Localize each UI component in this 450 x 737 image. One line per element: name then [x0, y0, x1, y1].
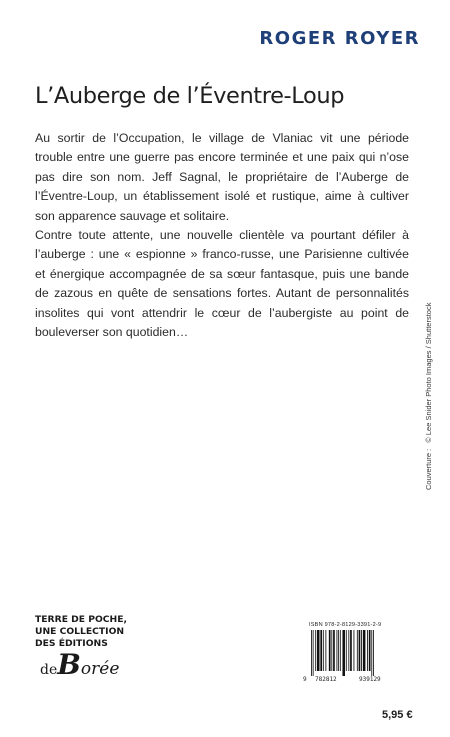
logo-prefix: de	[40, 662, 58, 678]
barcode-bar	[325, 630, 326, 671]
credit-label: Couverture :	[424, 448, 433, 490]
barcode-block	[303, 622, 401, 684]
barcode-bar	[350, 630, 352, 671]
barcode-bar	[320, 630, 322, 671]
barcode-bar	[331, 630, 332, 671]
credit-text: © Lee Snider Photo Images / Shutterstock	[424, 302, 433, 443]
logo-rest: orée	[80, 659, 120, 679]
barcode-bar	[337, 630, 338, 671]
barcode-bar	[373, 630, 374, 676]
barcode-digits	[303, 676, 401, 684]
book-title: L’Auberge de l’Éventre-Loup	[35, 83, 345, 109]
barcode-bar	[313, 630, 314, 676]
barcode-icon	[309, 630, 401, 676]
barcode-bar	[342, 630, 345, 676]
author-name: ROGER ROYER	[259, 28, 420, 49]
barcode-bar	[329, 630, 331, 671]
collection-line-2: UNE COLLECTION	[35, 626, 125, 637]
barcode-bar	[367, 630, 368, 671]
barcode-bar	[315, 630, 316, 671]
barcode-bar	[346, 630, 347, 671]
barcode-bar	[357, 630, 358, 671]
collection-note	[35, 614, 127, 650]
barcode-bar	[348, 630, 349, 671]
barcode-bar	[317, 630, 320, 671]
barcode-bar	[354, 630, 355, 671]
collection-line-1: TERRE DE POCHE,	[35, 614, 128, 625]
blurb-paragraph-1: Au sortir de l’Occupation, le village de Vlaniac vit une période trouble entre une guerre pas encore terminée et une paix qui n’ose pas dire son nom. Jeff Sagnal, le propriétaire de l’Auberge de l’Éventre-Loup, un établissement isolé et rustique, aime à cultiver son apparence sauvage et solitaire.	[35, 131, 409, 223]
barcode-digit-left: 782812	[315, 676, 337, 683]
cover-photo-credit	[424, 297, 433, 490]
barcode-bar	[369, 630, 371, 671]
barcode-bar	[363, 630, 366, 671]
barcode-digit-lead: 9	[303, 676, 307, 683]
blurb-paragraph-2: Contre toute attente, une nouvelle clientèle va pourtant défiler à l’auberge : une « espionne » franco-russe, une Parisienne cultivée et énergique accompagnée de sa sœur fantasque, puis une bande de zazous en quête de sensations fortes. Autant de personnalités insolites qui vont attendrir le cœur de l’aubergiste au point de bouleverser son quotidien…	[35, 228, 409, 340]
barcode-bar	[323, 630, 324, 671]
logo-initial: B	[57, 648, 81, 681]
barcode-bar	[333, 630, 335, 671]
barcode-bar	[340, 630, 341, 671]
barcode-bar	[311, 630, 312, 676]
publisher-logo	[40, 648, 119, 681]
barcode-bar	[361, 630, 362, 671]
barcode-bar	[338, 630, 339, 671]
collection-line-3: DES ÉDITIONS	[35, 638, 108, 649]
back-cover-blurb	[35, 129, 409, 342]
barcode-bar	[359, 630, 361, 671]
barcode-bar	[371, 630, 372, 676]
isbn-number: ISBN 978-2-8129-3391-2-9	[309, 622, 382, 628]
barcode-digit-right: 939129	[359, 676, 381, 683]
price-label: 5,95 €	[382, 709, 413, 721]
